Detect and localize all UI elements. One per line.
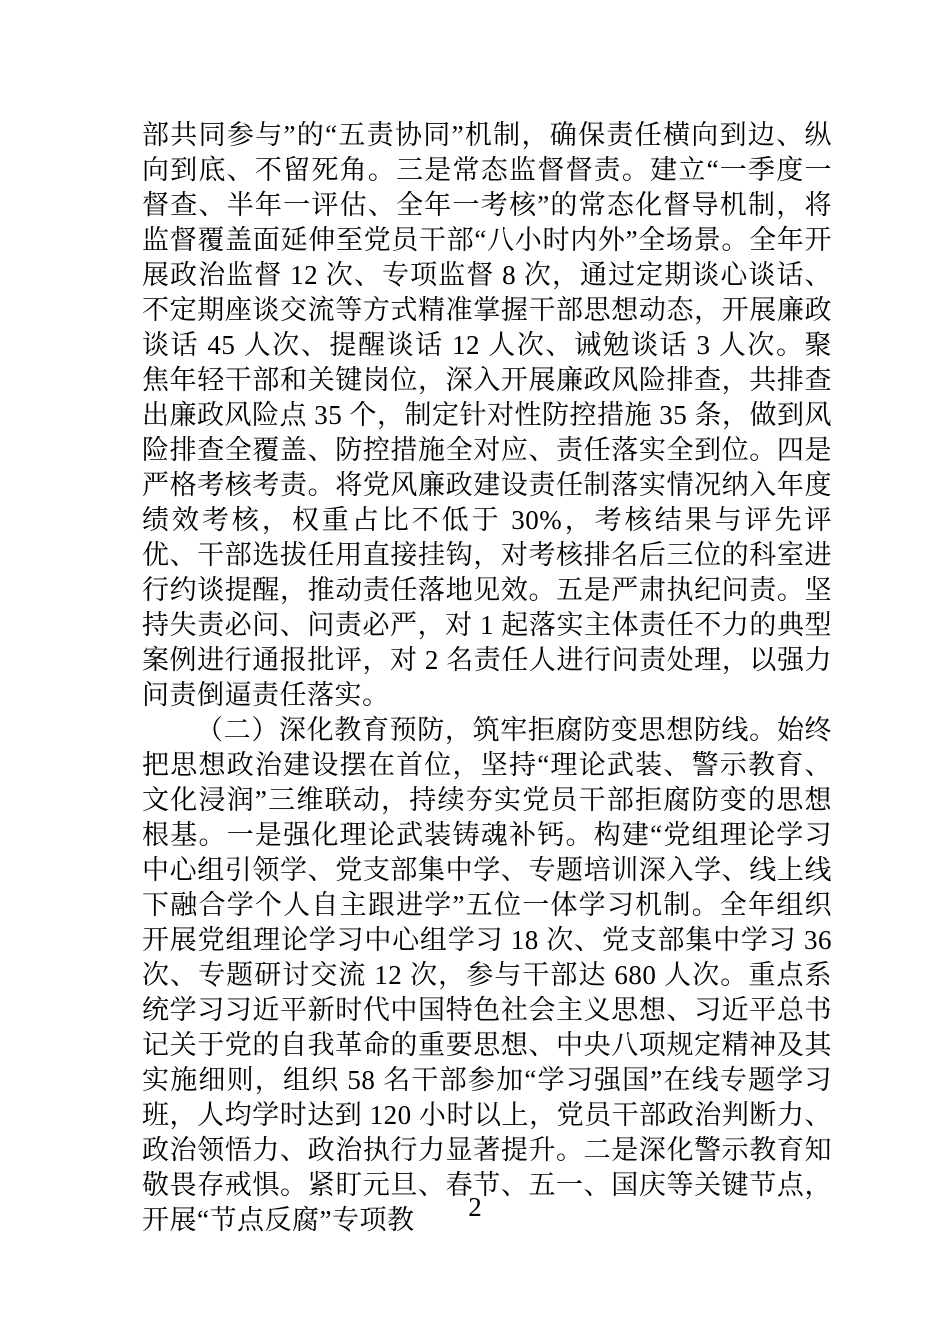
- body-paragraph-1: 部共同参与”的“五责协同”机制，确保责任横向到边、纵向到底、不留死角。三是常态监督督责。建立“一季度一督查、半年一评估、全年一考核”的常态化督导机制，将监督覆盖面延伸至党员干部“八小时内外”全场景。全年开展政治监督 12 次、专项监督 8 次，通过定期谈心谈话、不定期座谈交流等方式精准掌握干部思想动态，开展廉政谈话 45 人次、提醒谈话 12 人次、诫勉谈话 3 人次。聚焦年轻干部和关键岗位，深入开展廉政风险排查，共排查出廉政风险点 35 个，制定针对性防控措施 35 条，做到风险排查全覆盖、防控措施全对应、责任落实全到位。四是严格考核考责。将党风廉政建设责任制落实情况纳入年度绩效考核，权重占比不低于 30%，考核结果与评先评优、干部选拔任用直接挂钩，对考核排名后三位的科室进行约谈提醒，推动责任落地见效。五是严肃执纪问责。坚持失责必问、问责必严，对 1 起落实主体责任不力的典型案例进行通报批评，对 2 名责任人进行问责处理，以强力问责倒逼责任落实。: [142, 120, 832, 710]
- body-paragraph-2: （二）深化教育预防，筑牢拒腐防变思想防线。始终把思想政治建设摆在首位，坚持“理论武装、警示教育、文化浸润”三维联动，持续夯实党员干部拒腐防变的思想根基。一是强化理论武装铸魂补钙。构建“党组理论学习中心组引领学、党支部集中学、专题培训深入学、线上线下融合学个人自主跟进学”五位一体学习机制。全年组织开展党组理论学习中心组学习 18 次、党支部集中学习 36 次、专题研讨交流 12 次，参与干部达 680 人次。重点系统学习习近平新时代中国特色社会主义思想、习近平总书记关于党的自我革命的重要思想、中央八项规定精神及其实施细则，组织 58 名干部参加“学习强国”在线专题学习班，人均学时达到 120 小时以上，党员干部政治判断力、政治领悟力、政治执行力显著提升。二是深化警示教育知敬畏存戒惧。紧盯元旦、春节、五一、国庆等关键节点，开展“节点反腐”专项教: [142, 715, 832, 1235]
- document-body: [142, 118, 832, 1238]
- page-number: 2: [468, 1192, 482, 1222]
